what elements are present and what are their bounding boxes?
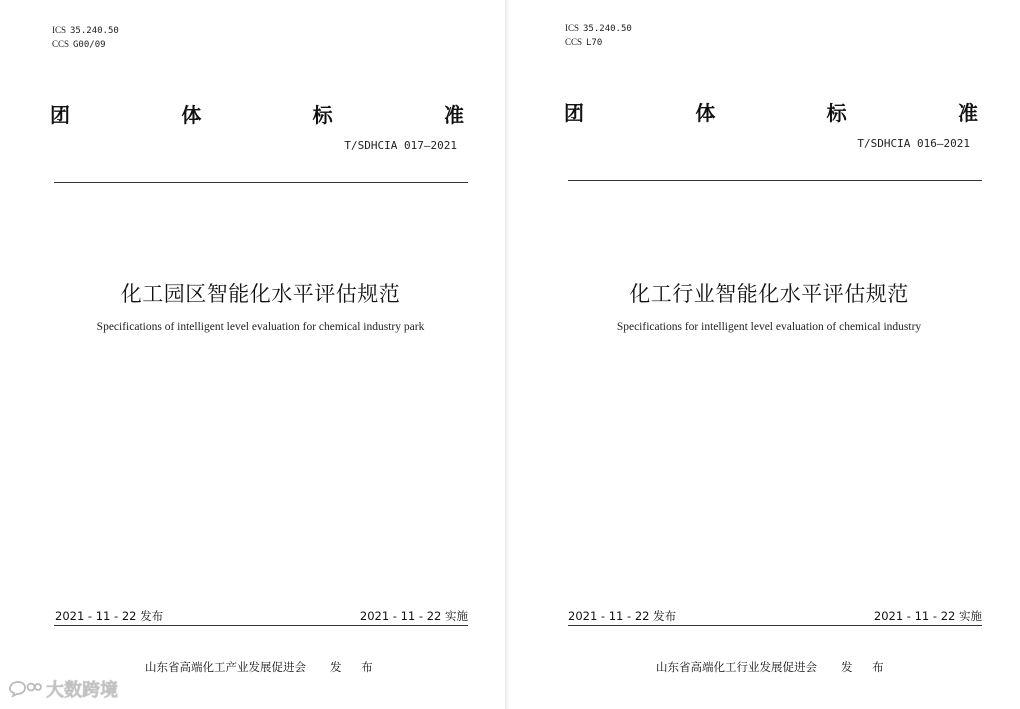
standard-type-char: 准 — [443, 103, 464, 127]
standard-code: T/SDHCIA 017—2021 — [344, 139, 457, 152]
ics-label: ICS — [52, 25, 67, 35]
ccs-label: CCS — [52, 39, 70, 49]
standard-type-char: 体 — [181, 103, 202, 127]
ics-label: ICS — [565, 23, 580, 33]
standard-code: T/SDHCIA 016—2021 — [857, 137, 970, 150]
standard-type-heading — [564, 97, 978, 126]
chat-bubble-logo-icon — [8, 680, 42, 698]
standard-type-char: 标 — [312, 103, 333, 127]
footer-rule — [568, 625, 982, 626]
classification-block — [52, 24, 119, 52]
publish-date: 2021 - 11 - 22 发布 — [568, 609, 677, 623]
title-english: Specifications of intelligent level evaluation for chemical industry park — [96, 321, 425, 333]
ics-code: 35.240.50 — [583, 24, 632, 34]
standard-type-char: 准 — [957, 101, 978, 125]
publisher — [145, 659, 381, 675]
header-rule — [568, 180, 982, 181]
ccs-code: L70 — [586, 38, 603, 48]
title-chinese: 化工行业智能化水平评估规范 — [629, 282, 909, 306]
publisher-name: 山东省高端化工行业发展促进会 — [656, 660, 817, 674]
document-cover-right — [510, 0, 1020, 709]
publish-date: 2021 - 11 - 22 发布 — [55, 609, 164, 623]
standard-type-char: 团 — [50, 103, 70, 127]
watermark — [8, 676, 118, 702]
classification-block — [565, 22, 632, 50]
footer-rule — [54, 625, 468, 626]
watermark-text: 大数跨境 — [46, 680, 118, 701]
document-cover-left — [0, 0, 505, 709]
header-rule — [54, 182, 468, 183]
publisher-action: 发 布 — [841, 660, 892, 674]
standard-type-char: 团 — [564, 101, 584, 125]
publisher-name: 山东省高端化工产业发展促进会 — [145, 660, 306, 674]
standard-type-char: 体 — [695, 101, 716, 125]
ccs-code: G00/09 — [73, 40, 106, 50]
implement-date: 2021 - 11 - 22 实施 — [359, 609, 468, 623]
ics-code: 35.240.50 — [70, 26, 119, 36]
standard-type-char: 标 — [826, 101, 847, 125]
title-chinese: 化工园区智能化水平评估规范 — [120, 282, 401, 306]
publisher — [656, 659, 892, 675]
publisher-action: 发 布 — [330, 660, 381, 674]
title-english: Specifications for intelligent level evaluation of chemical industry — [616, 321, 922, 333]
implement-date: 2021 - 11 - 22 实施 — [873, 609, 982, 623]
standard-type-heading — [50, 99, 464, 128]
ccs-label: CCS — [565, 37, 583, 47]
